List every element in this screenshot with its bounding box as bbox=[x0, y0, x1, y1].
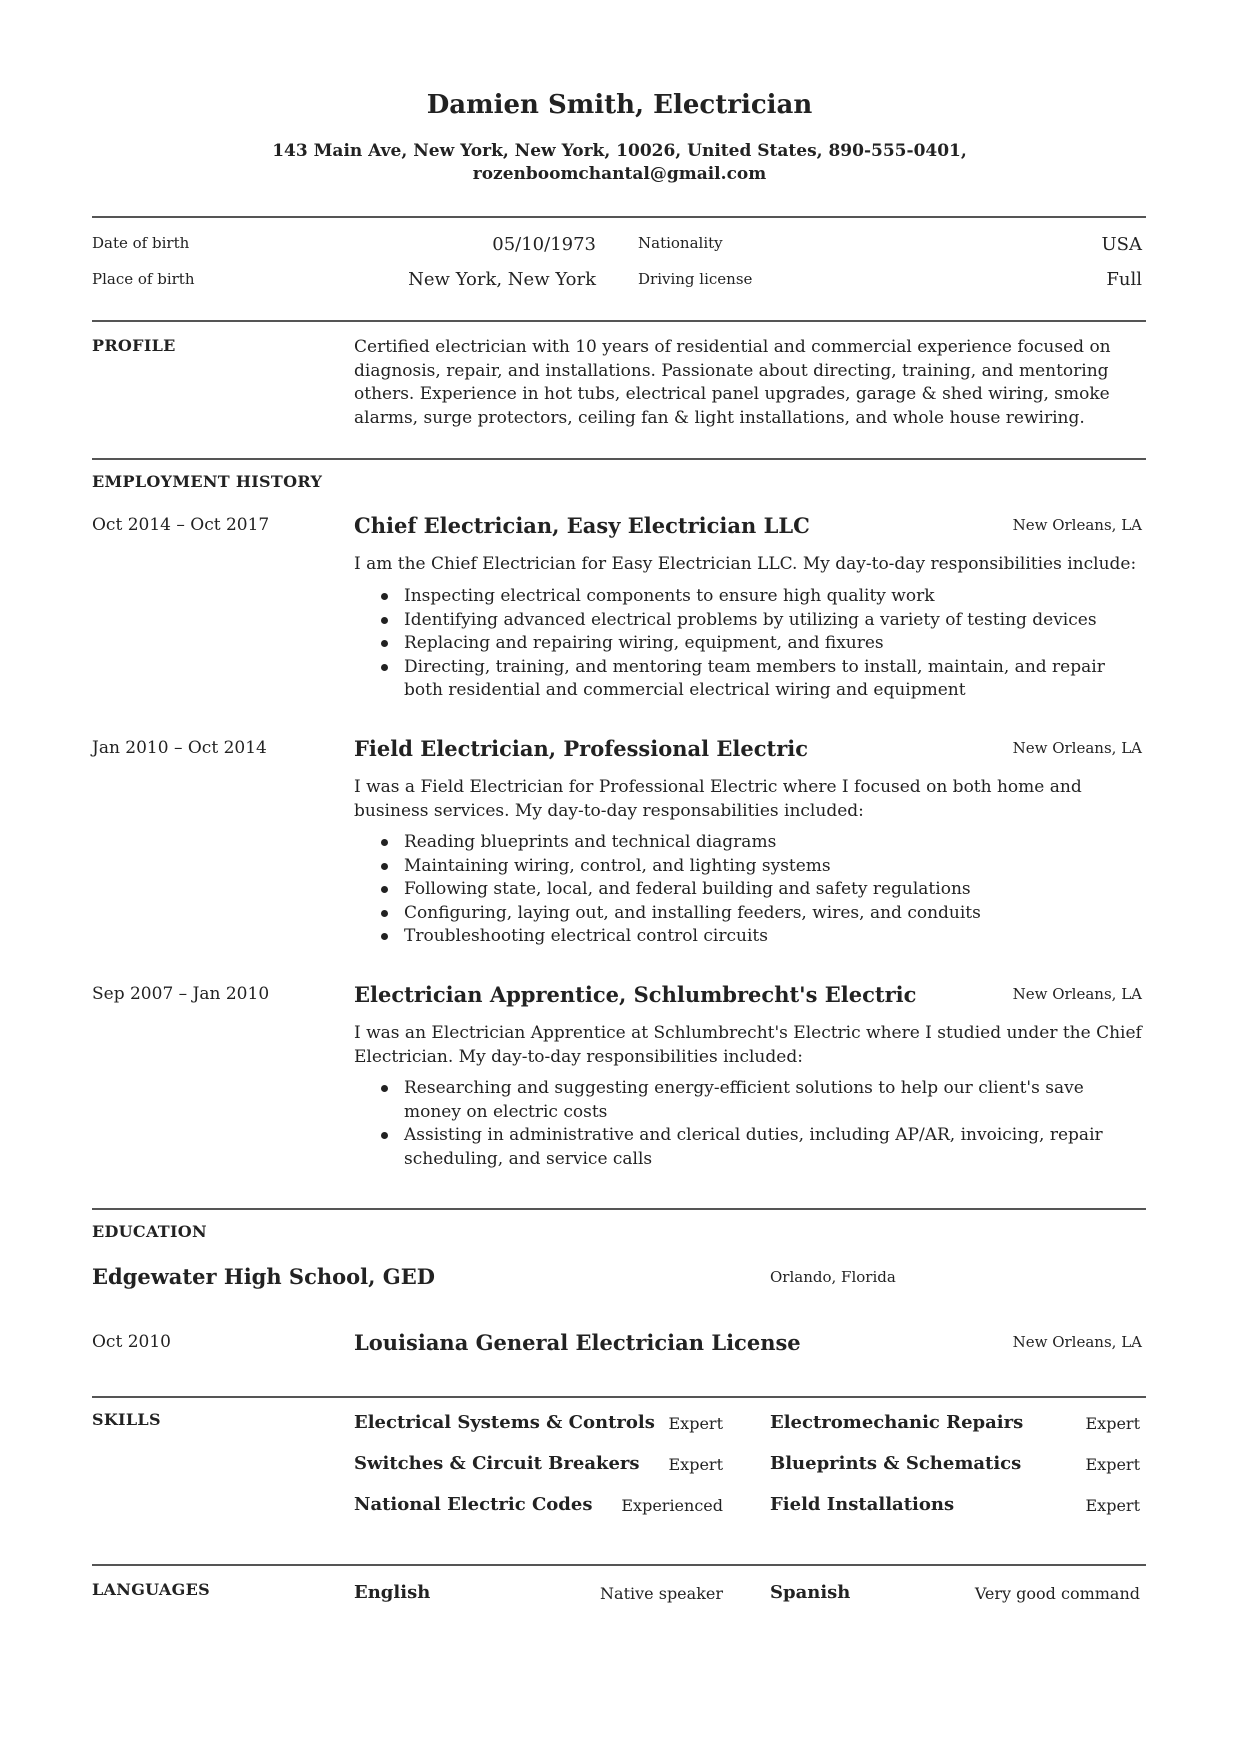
license-location: New Orleans, LA bbox=[1012, 1333, 1142, 1351]
nationality-value: USA bbox=[1101, 234, 1142, 255]
job-intro: I was a Field Electrician for Professional Electric where I focused on both home and business services. My day-to-day responsabilities included: bbox=[354, 777, 1082, 821]
job-intro: I am the Chief Electrician for Easy Electrician LLC. My day-to-day responsibilities include: bbox=[354, 554, 1137, 574]
education-heading: EDUCATION bbox=[92, 1222, 207, 1241]
employment-heading: EMPLOYMENT HISTORY bbox=[92, 472, 323, 491]
profile-text: Certified electrician with 10 years of residential and commercial experience focused on diagnosis, repair, and installations. Passionate about directing, training, and mentoring others. Experience in hot tubs, electrical panel upgrades, garage & shed wiring, smoke alarms, surge protectors, ceiling fan & light installations, and whole house rewiring. bbox=[354, 337, 1111, 428]
skill-name: Switches & Circuit Breakers bbox=[354, 1453, 640, 1474]
divider bbox=[92, 458, 1146, 460]
language-level: Very good command bbox=[974, 1584, 1140, 1603]
list-item: Configuring, laying out, and installing feeders, wires, and conduits bbox=[354, 902, 1144, 926]
skill-name: Electrical Systems & Controls bbox=[354, 1412, 655, 1433]
skill-name: Electromechanic Repairs bbox=[770, 1412, 1024, 1433]
languages-heading: LANGUAGES bbox=[92, 1580, 210, 1599]
language-name: English bbox=[354, 1582, 431, 1603]
job-dates: Oct 2014 – Oct 2017 bbox=[92, 515, 270, 535]
job-location: New Orleans, LA bbox=[1012, 985, 1142, 1003]
dob-value: 05/10/1973 bbox=[492, 234, 596, 255]
skill-name: Blueprints & Schematics bbox=[770, 1453, 1022, 1474]
list-item: Following state, local, and federal building and safety regulations bbox=[354, 878, 1144, 902]
dob-label: Date of birth bbox=[92, 234, 190, 252]
skill-level: Expert bbox=[1085, 1414, 1140, 1433]
job-dates: Sep 2007 – Jan 2010 bbox=[92, 984, 270, 1004]
job-intro: I was an Electrician Apprentice at Schlumbrecht's Electric where I studied under the Chief Electrician. My day-to-day responsibilities included: bbox=[354, 1023, 1142, 1067]
skill-level: Expert bbox=[668, 1455, 723, 1474]
job-location: New Orleans, LA bbox=[1012, 739, 1142, 757]
list-item: Researching and suggesting energy-efficient solutions to help our client's save money on electric costs bbox=[354, 1077, 1144, 1124]
list-item: Inspecting electrical components to ensure high quality work bbox=[354, 585, 1144, 609]
list-item: Identifying advanced electrical problems by utilizing a variety of testing devices bbox=[354, 609, 1144, 633]
job-location: New Orleans, LA bbox=[1012, 516, 1142, 534]
skill-level: Expert bbox=[1085, 1496, 1140, 1515]
license-value: Full bbox=[1106, 269, 1142, 290]
contact-email: rozenboomchantal@gmail.com bbox=[472, 164, 767, 184]
divider bbox=[92, 1396, 1146, 1398]
job-title: Electrician Apprentice, Schlumbrecht's Electric bbox=[354, 982, 917, 1007]
license-label: Driving license bbox=[638, 270, 753, 288]
resume-name: Damien Smith, Electrician bbox=[426, 90, 813, 120]
job-title: Field Electrician, Professional Electric bbox=[354, 736, 809, 761]
list-item: Reading blueprints and technical diagrams bbox=[354, 831, 1144, 855]
skill-name: National Electric Codes bbox=[354, 1494, 593, 1515]
list-item: Troubleshooting electrical control circuits bbox=[354, 925, 1144, 949]
language-level: Native speaker bbox=[600, 1584, 723, 1603]
school-location: Orlando, Florida bbox=[770, 1268, 896, 1286]
pob-label: Place of birth bbox=[92, 270, 195, 288]
language-name: Spanish bbox=[770, 1582, 851, 1603]
skill-name: Field Installations bbox=[770, 1494, 955, 1515]
license-date: Oct 2010 bbox=[92, 1332, 171, 1352]
nationality-label: Nationality bbox=[638, 234, 723, 252]
job-dates: Jan 2010 – Oct 2014 bbox=[92, 738, 267, 758]
job-title: Chief Electrician, Easy Electrician LLC bbox=[354, 513, 810, 538]
divider bbox=[92, 1564, 1146, 1566]
list-item: Assisting in administrative and clerical duties, including AP/AR, invoicing, repair scheduling, and service calls bbox=[354, 1124, 1144, 1171]
pob-value: New York, New York bbox=[408, 269, 596, 290]
profile-heading: PROFILE bbox=[92, 336, 176, 355]
job-bullets bbox=[354, 585, 1144, 703]
job-bullets bbox=[354, 831, 1144, 949]
divider bbox=[92, 216, 1146, 218]
license-title: Louisiana General Electrician License bbox=[354, 1330, 801, 1355]
list-item: Replacing and repairing wiring, equipment, and fixures bbox=[354, 632, 1144, 656]
divider bbox=[92, 320, 1146, 322]
list-item: Directing, training, and mentoring team members to install, maintain, and repair both residential and commercial electrical wiring and equipment bbox=[354, 656, 1144, 703]
list-item: Maintaining wiring, control, and lighting systems bbox=[354, 855, 1144, 879]
skill-level: Expert bbox=[668, 1414, 723, 1433]
skill-level: Experienced bbox=[621, 1496, 723, 1515]
divider bbox=[92, 1208, 1146, 1210]
skills-heading: SKILLS bbox=[92, 1410, 161, 1429]
school-name: Edgewater High School, GED bbox=[92, 1264, 435, 1289]
contact-address: 143 Main Ave, New York, New York, 10026, United States, 890-555-0401, bbox=[272, 141, 967, 161]
skill-level: Expert bbox=[1085, 1455, 1140, 1474]
job-bullets bbox=[354, 1077, 1144, 1171]
